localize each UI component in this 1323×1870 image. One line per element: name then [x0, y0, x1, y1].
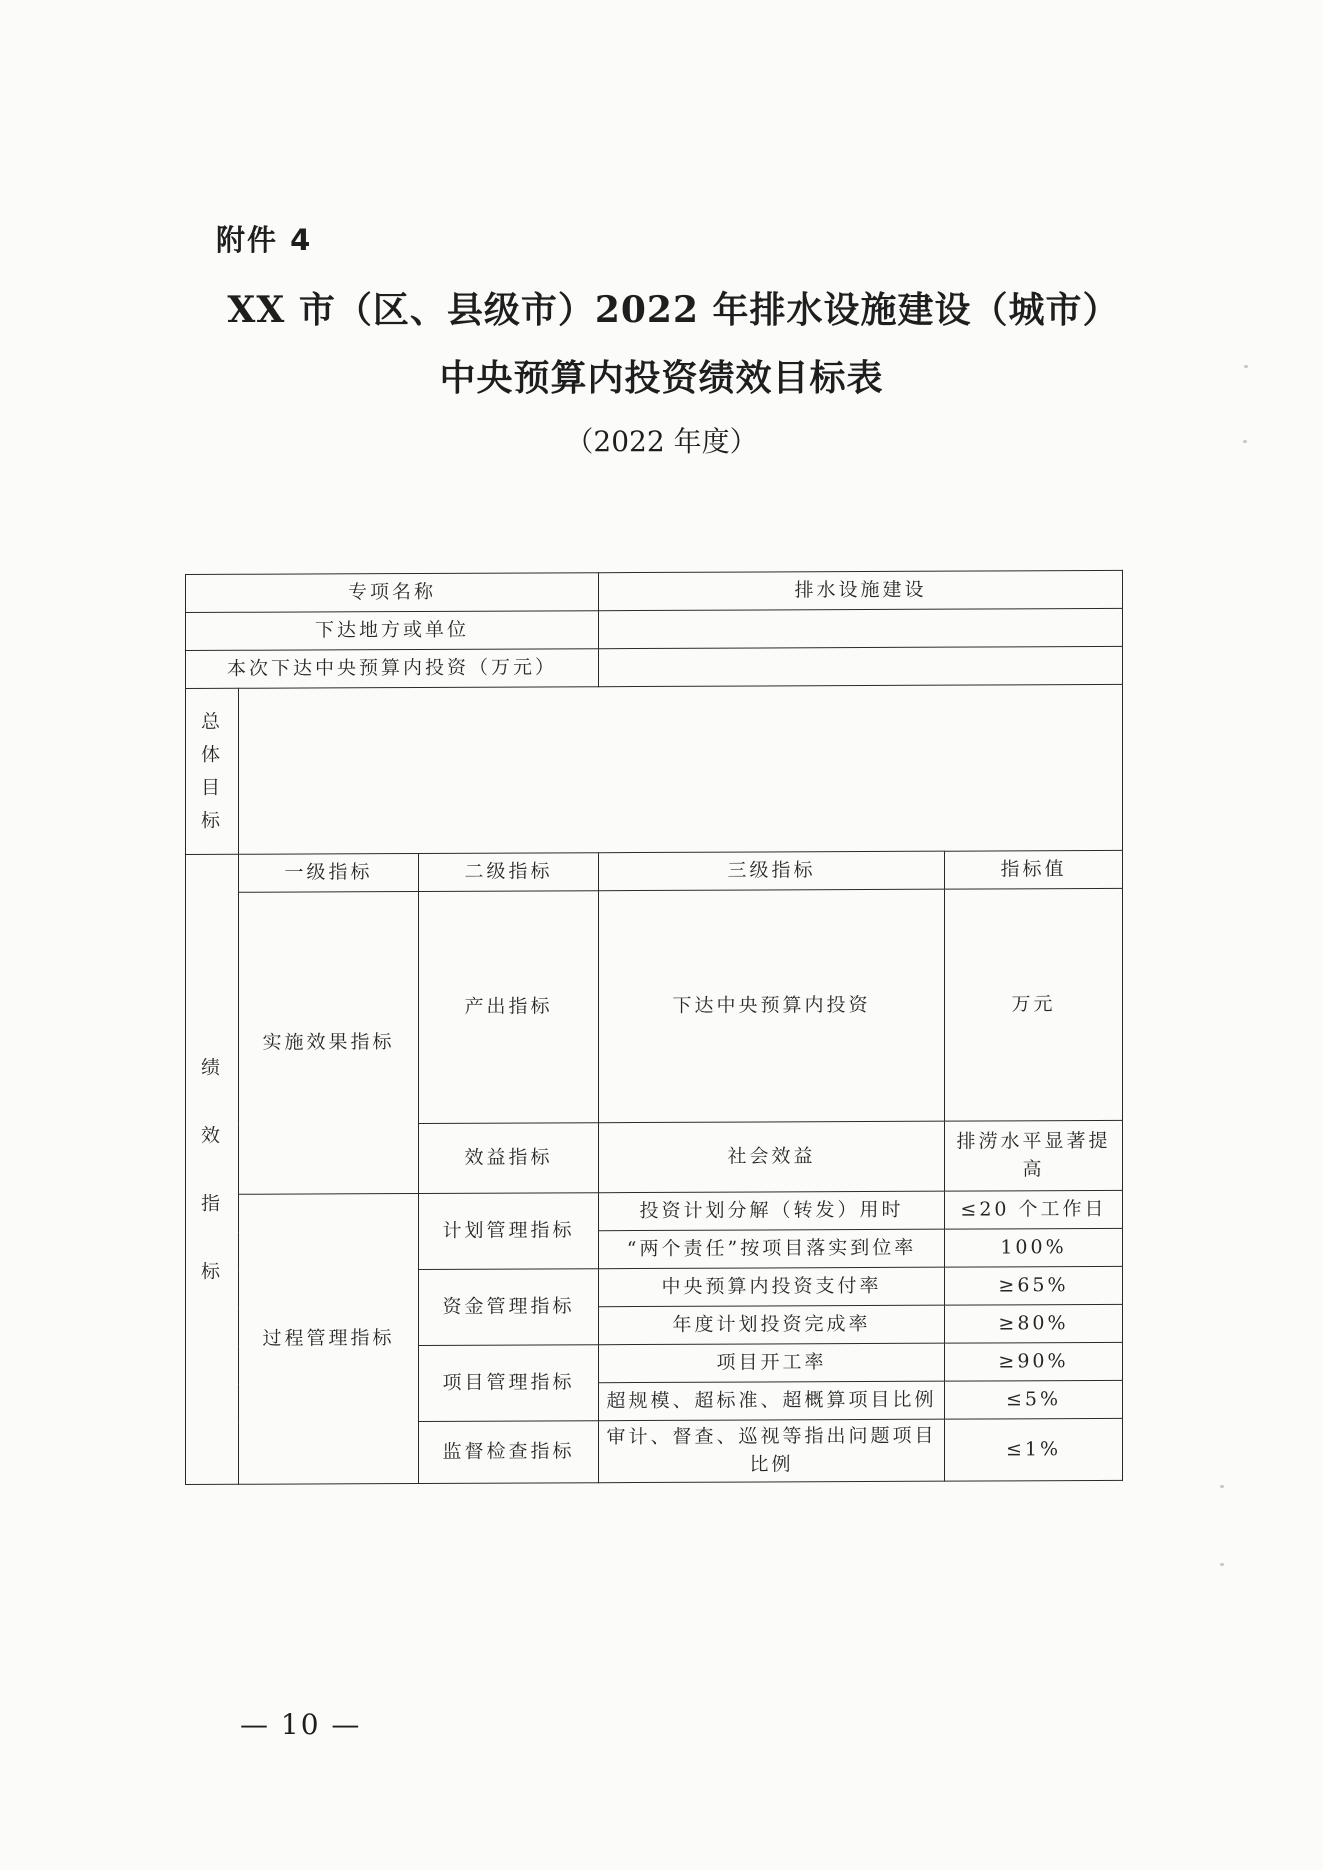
project-name-value: 排水设施建设: [599, 570, 1123, 610]
overall-goal-value: [239, 684, 1123, 854]
value-commencement-rate: ≥90%: [945, 1342, 1123, 1381]
level3-over-budget-ratio: 超规模、超标准、超概算项目比例: [599, 1381, 945, 1421]
value-social-benefit: 排涝水平显著提高: [945, 1120, 1123, 1191]
scan-speck: [1244, 365, 1248, 368]
value-over-budget-ratio: ≤5%: [945, 1380, 1123, 1419]
performance-target-table: [185, 570, 1123, 1485]
level2-supervision: 监督检查指标: [419, 1421, 599, 1484]
level3-two-responsibilities-rate: “两个责任”按项目落实到位率: [599, 1229, 945, 1269]
level3-payment-rate: 中央预算内投资支付率: [599, 1267, 945, 1307]
level2-plan-management: 计划管理指标: [419, 1193, 599, 1270]
level3-central-investment: 下达中央预算内投资: [599, 889, 945, 1123]
level3-annual-completion-rate: 年度计划投资完成率: [599, 1305, 945, 1345]
table-row: [186, 570, 1123, 612]
level3-audit-issue-ratio: 审计、督查、巡视等指出问题项目比例: [599, 1419, 945, 1483]
level3-plan-decomposition-time: 投资计划分解（转发）用时: [599, 1191, 945, 1231]
level2-output: 产出指标: [419, 891, 599, 1124]
level2-benefit: 效益指标: [419, 1123, 599, 1194]
header-level3: 三级指标: [599, 851, 945, 891]
header-level1: 一级指标: [239, 853, 419, 892]
value-central-investment: 万元: [945, 888, 1123, 1121]
value-plan-decomposition-time: ≤20 个工作日: [945, 1190, 1123, 1229]
table-row: [186, 850, 1123, 892]
attachment-label: 附件 4: [216, 223, 313, 257]
level1-implementation-effect: 实施效果指标: [239, 891, 419, 1194]
value-annual-completion-rate: ≥80%: [945, 1304, 1123, 1343]
issued-to-label: 下达地方或单位: [186, 611, 599, 651]
document-title-line1: XX 市（区、县级市）2022 年排水设施建设（城市）: [227, 289, 1120, 331]
investment-value: [599, 646, 1123, 686]
level3-social-benefit: 社会效益: [599, 1121, 945, 1193]
fiscal-year: （2022 年度）: [565, 425, 758, 458]
level1-process-management: 过程管理指标: [239, 1193, 419, 1484]
table-row: [186, 684, 1123, 854]
table-row: [186, 888, 1123, 1124]
header-level2: 二级指标: [419, 853, 599, 892]
value-payment-rate: ≥65%: [945, 1266, 1123, 1305]
scan-speck: [1243, 440, 1247, 443]
table-row: [186, 646, 1123, 688]
investment-label: 本次下达中央预算内投资（万元）: [186, 649, 599, 689]
scan-speck: [1220, 1563, 1224, 1566]
level2-fund-management: 资金管理指标: [419, 1269, 599, 1346]
scan-speck: [1220, 1485, 1224, 1488]
performance-indicator-label: 绩 效 指 标: [186, 854, 239, 1484]
page-number: — 10 —: [240, 1708, 362, 1741]
level3-commencement-rate: 项目开工率: [599, 1343, 945, 1383]
project-name-label: 专项名称: [186, 573, 599, 613]
header-value: 指标值: [945, 850, 1123, 889]
overall-goal-label: 总 体 目 标: [186, 688, 239, 854]
issued-to-value: [599, 608, 1123, 648]
value-two-responsibilities-rate: 100%: [945, 1228, 1123, 1267]
table-row: [186, 1190, 1123, 1232]
table-row: [186, 608, 1123, 650]
level2-project-management: 项目管理指标: [419, 1345, 599, 1422]
document-title-line2: 中央预算内投资绩效目标表: [439, 357, 884, 399]
value-audit-issue-ratio: ≤1%: [945, 1418, 1123, 1481]
